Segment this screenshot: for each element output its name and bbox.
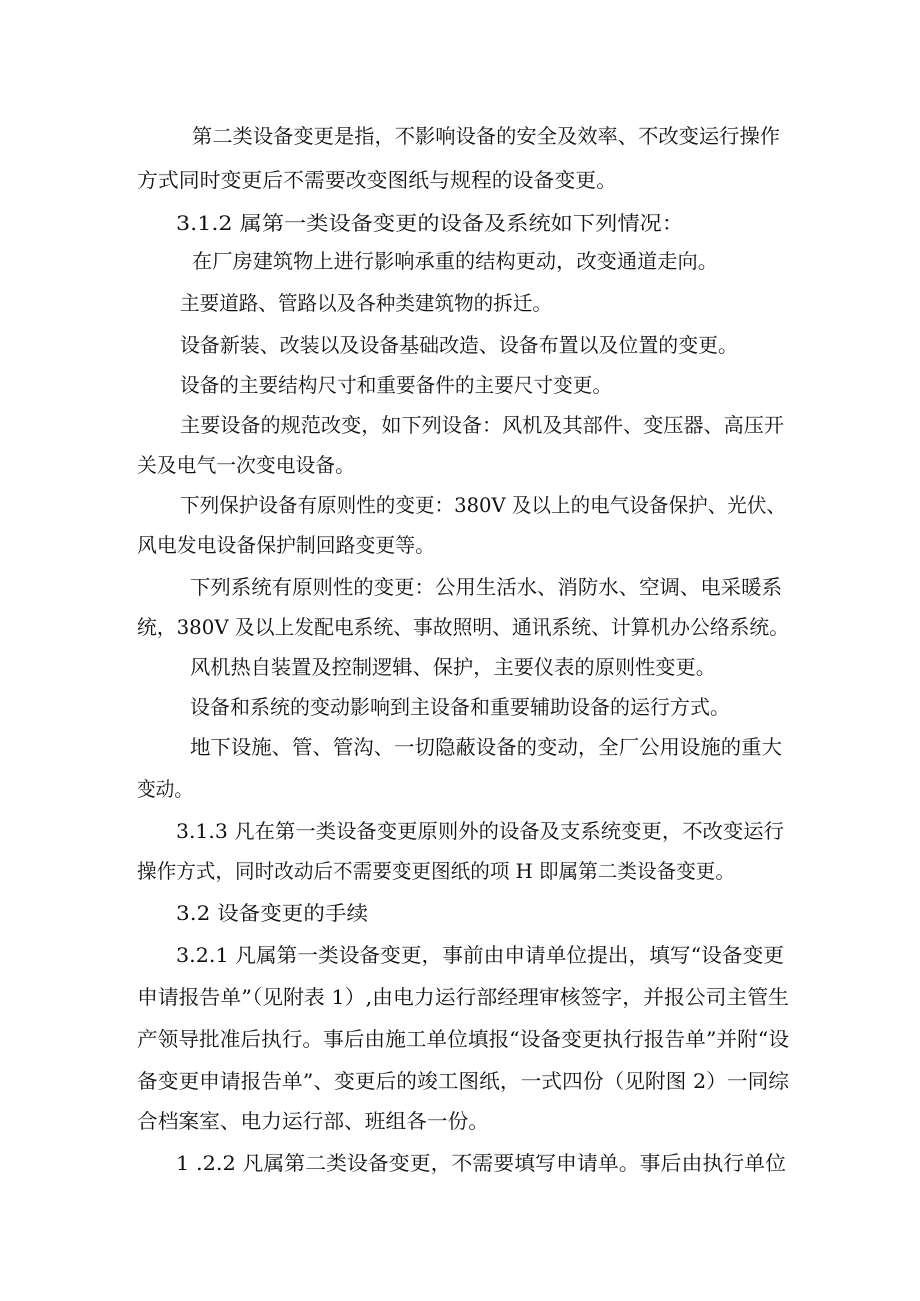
paragraph-line: 产领导批准后执行。事后由施工单位填报“设备变更执行报告单”并附“设 [137, 1027, 790, 1051]
list-item: 设备的主要结构尺寸和重要备件的主要尺寸变更。 [180, 373, 612, 397]
list-item: 主要道路、管路以及各种类建筑物的拆迁。 [180, 291, 552, 315]
list-item: 设备新装、改装以及设备基础改造、设备布置以及位置的变更。 [180, 333, 738, 357]
paragraph-line: 操作方式，同时改动后不需要变更图纸的项 H 即属第二类设备变更。 [137, 859, 736, 883]
list-item: 在厂房建筑物上进行影响承重的结构更动，改变通道走向。 [192, 249, 718, 273]
paragraph-line: 合档案室、电力运行部、班组各一份。 [137, 1109, 490, 1133]
section-heading: 3.2.1 凡属第一类设备变更，事前由申请单位提出，填写“设备变更 [176, 943, 784, 967]
paragraph-line: 申请报告单”（见附表 1）,由电力运行部经理审核签字，并报公司主管生 [137, 985, 790, 1009]
paragraph-line: 第二类设备变更是指，不影响设备的安全及效率、不改变运行操作 [192, 124, 781, 148]
list-item: 风机热自装置及控制逻辑、保护，主要仪表的原则性变更。 [190, 655, 716, 679]
list-item: 下列系统有原则性的变更：公用生活水、消防水、空调、电采暖系 [190, 575, 783, 599]
paragraph-line: 统，380V 及以上发配电系统、事故照明、通讯系统、计算机办公络系统。 [137, 615, 789, 639]
list-item: 地下设施、管、管沟、一切隐蔽设备的变动，全厂公用设施的重大 [190, 735, 783, 759]
paragraph-line: 风电发电设备保护制回路变更等。 [137, 533, 435, 557]
section-heading: 3.1.2 属第一类设备变更的设备及系统如下列情况： [176, 211, 685, 235]
paragraph-line: 备变更申请报告单”、变更后的竣工图纸，一式四份（见附图 2）一同综 [137, 1069, 790, 1093]
section-heading: 3.1.3 凡在第一类设备变更原则外的设备及支系统变更，不改变运行 [176, 819, 785, 843]
section-heading: 3.2 设备变更的手续 [176, 901, 368, 925]
section-heading: 1 .2.2 凡属第二类设备变更，不需要填写申请单。事后由执行单位 [176, 1151, 786, 1175]
paragraph-line: 方式同时变更后不需要改变图纸与规程的设备变更。 [137, 168, 618, 192]
paragraph-line: 关及电气一次变电设备。 [137, 453, 355, 477]
list-item: 主要设备的规范改变，如下列设备：风机及其部件、变压器、高压开 [180, 413, 785, 437]
list-item: 设备和系统的变动影响到主设备和重要辅助设备的运行方式。 [190, 695, 730, 719]
list-item: 下列保护设备有原则性的变更：380V 及以上的电气设备保护、光伏、 [180, 493, 786, 517]
paragraph-line: 变动。 [137, 777, 193, 801]
